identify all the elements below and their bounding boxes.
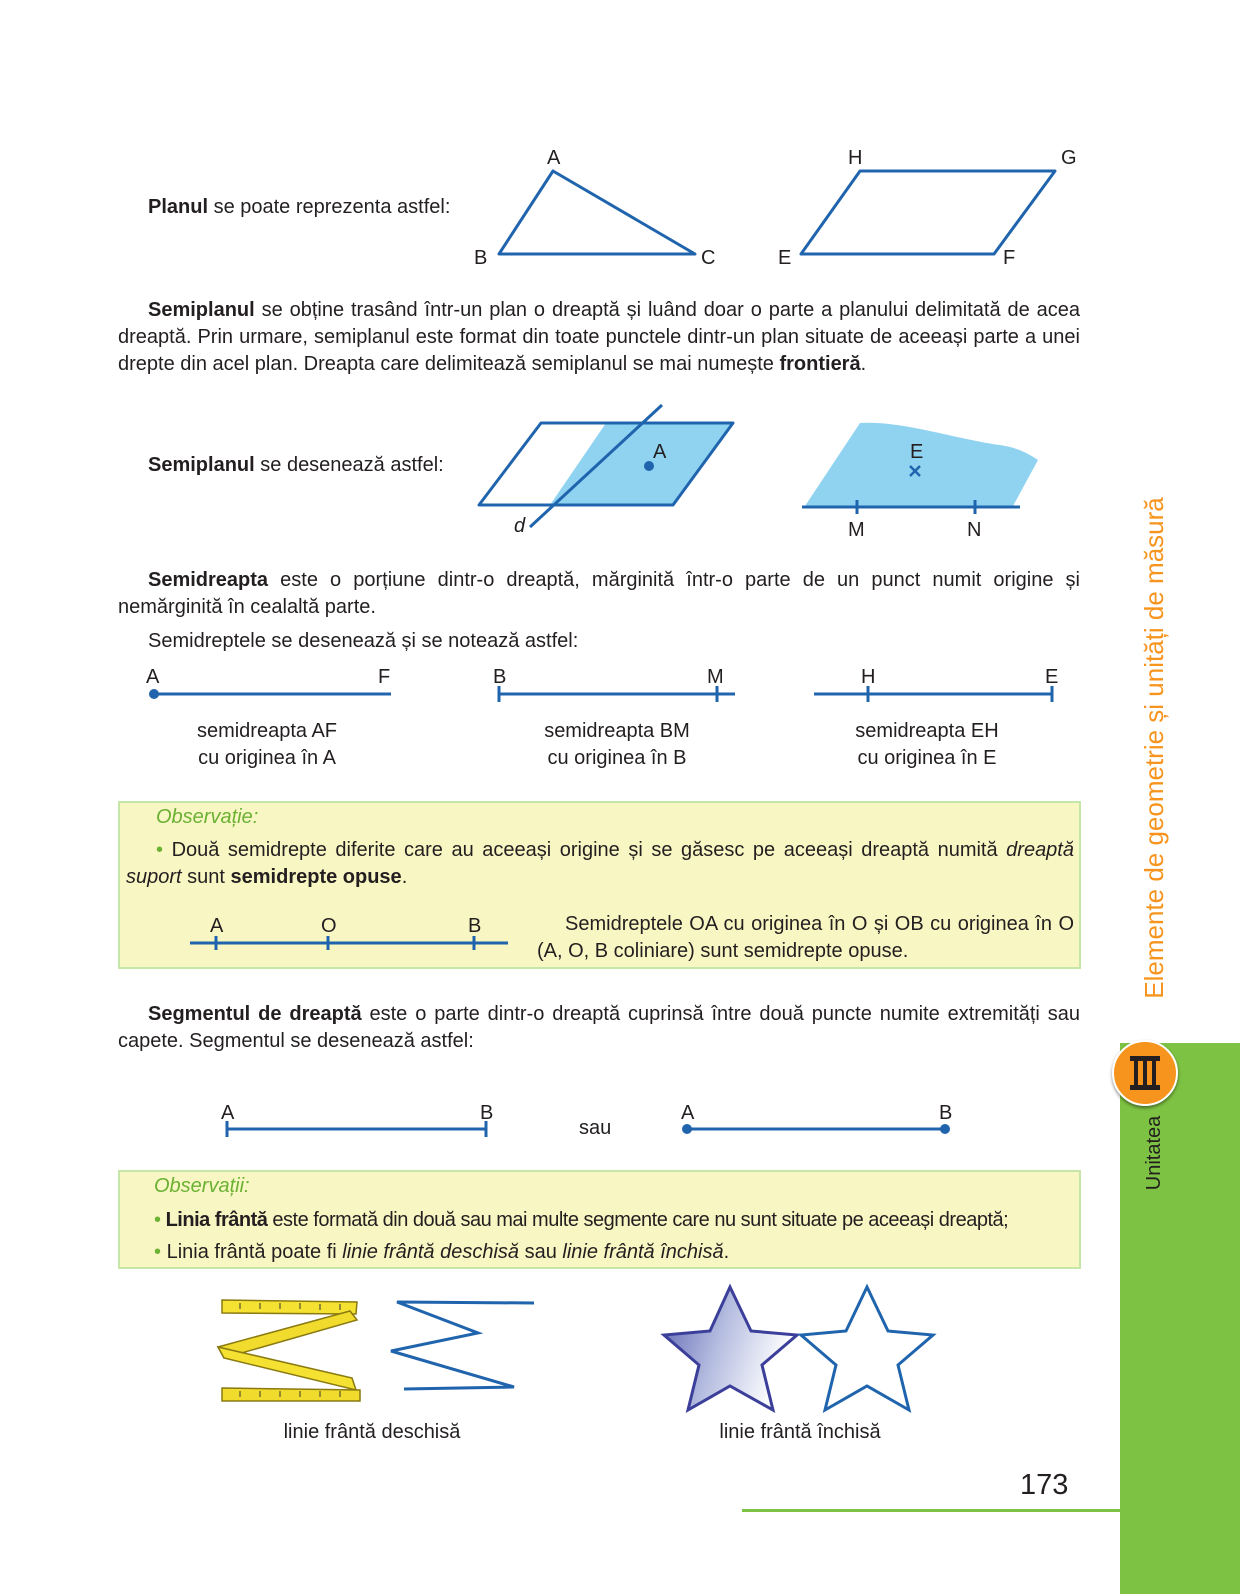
chapter-title: Elemente de geometrie și unități de măsură	[1139, 497, 1169, 999]
obs-t4: semidrepte opuse	[230, 866, 402, 888]
obs-t3: sunt	[181, 866, 231, 888]
opp-label-a: A	[210, 915, 224, 937]
label-h: H	[848, 147, 863, 169]
observation-title: Observație:	[156, 806, 259, 828]
ray3-caption-line2: cu originea în E	[857, 747, 997, 769]
ray2-caption-line1: semidreapta BM	[544, 720, 690, 742]
ray2-caption-line2: cu originea în B	[547, 747, 687, 769]
semiplanul-draw-term: Semiplanul	[148, 454, 255, 476]
seg1-label-b: B	[480, 1102, 494, 1124]
bullet-icon: •	[154, 1209, 161, 1231]
seg2-label-b: B	[939, 1102, 953, 1124]
folding-ruler-image	[218, 1300, 360, 1401]
ray1-caption-line2: cu originea în A	[198, 747, 336, 769]
ray3-label-e: E	[1045, 666, 1059, 688]
star-outline-icon	[801, 1287, 933, 1410]
semidreapta-term: Semidreapta	[148, 569, 269, 591]
semiplanul-draw-rest: se desenează astfel:	[254, 454, 444, 476]
caption-closed-polyline: linie frântă închisă	[719, 1421, 881, 1443]
label-b: B	[474, 247, 488, 269]
obs-b2-c: .	[723, 1241, 730, 1263]
label-n: N	[967, 519, 982, 541]
unit-word: Unitatea	[1143, 1115, 1165, 1191]
planul-term: Planul	[148, 196, 209, 218]
semiplanul-text: se obține trasând într-un plan o dreaptă și luând doar o parte a planului delimitată de acea dreaptă. Prin urmare, semiplanul este format din toate punctele dintr-un plan situate de aceeași parte a unei drepte din acel plan. Dreapta care delimitează semiplanul se mai numește	[118, 299, 1080, 375]
obs-t5: .	[401, 866, 408, 888]
page-number: 173	[1020, 1469, 1069, 1501]
unit-word-container	[1134, 1108, 1174, 1198]
label-a: A	[547, 147, 561, 169]
ray2-label-m: M	[707, 666, 724, 688]
seg1-label-a: A	[221, 1102, 235, 1124]
obs-t2: dreaptă suport	[126, 839, 1074, 888]
label-g: G	[1061, 147, 1077, 169]
roman-numeral-three-icon	[1112, 1040, 1178, 1106]
semiplanul-end: .	[860, 353, 867, 375]
caption-open-polyline: linie frântă deschisă	[283, 1421, 461, 1443]
label-point-a: A	[653, 441, 667, 463]
linia-franta-term: Linia frântă	[165, 1209, 268, 1231]
label-line-d: d	[514, 515, 526, 537]
label-point-e: E	[910, 441, 924, 463]
label-c: C	[701, 247, 716, 269]
label-f: F	[1003, 247, 1016, 269]
star-gradient-icon	[664, 1287, 797, 1410]
opposite-rays-explanation: Semidreptele OA cu originea în O și OB cu originea în O (A, O, B coliniare) sunt semidrepte opuse.	[537, 913, 1074, 962]
open-polyline	[391, 1302, 534, 1389]
obs-b2-b: sau	[519, 1241, 563, 1263]
semidrepte-intro: Semidreptele se desenează și se notează astfel:	[148, 630, 579, 652]
obs-b1-rest: este formată din două sau mai multe segmente care nu sunt situate pe aceeași dreaptă;	[267, 1209, 1009, 1231]
opp-label-o: O	[321, 915, 337, 937]
ray1-label-f: F	[378, 666, 391, 688]
obs-b2-i2: linie frântă închisă	[562, 1241, 724, 1263]
planul-rest: se poate reprezenta astfel:	[208, 196, 451, 218]
numeral-stem-1	[1134, 1061, 1138, 1085]
segment-text: este o parte dintr-o dreaptă cuprinsă între două puncte numite extremități sau capete. Segmentul se desenează astfel:	[118, 1003, 1081, 1052]
bullet-icon: •	[156, 839, 164, 861]
seg2-label-a: A	[681, 1102, 695, 1124]
observations-title: Observații:	[154, 1175, 250, 1197]
numeral-stem-2	[1143, 1061, 1147, 1085]
ray3-caption-line1: semidreapta EH	[855, 720, 999, 742]
footer-rule	[742, 1509, 1122, 1512]
numeral-stem-3	[1152, 1061, 1156, 1085]
chapter-title-container	[1134, 468, 1174, 1028]
obs-t1: Două semidrepte diferite care au aceeași origine și se găsesc pe aceeași dreaptă numită	[163, 839, 1007, 861]
opp-label-b: B	[468, 915, 482, 937]
semiplanul-term: Semiplanul	[148, 299, 255, 321]
bullet-icon: •	[154, 1241, 162, 1263]
frontiera-term: frontieră	[779, 353, 861, 375]
label-e: E	[778, 247, 792, 269]
ray2-label-b: B	[493, 666, 507, 688]
obs-b2-a: Linia frântă poate fi	[166, 1241, 343, 1263]
label-m: M	[848, 519, 865, 541]
ray3-label-h: H	[861, 666, 876, 688]
segment-term: Segmentul de dreaptă	[148, 1003, 362, 1025]
ray1-label-a: A	[146, 666, 160, 688]
numeral-bar-bottom	[1130, 1085, 1160, 1090]
ray1-caption-line1: semidreapta AF	[196, 720, 338, 742]
obs-b2-i1: linie frântă deschisă	[342, 1241, 520, 1263]
sau-text: sau	[579, 1117, 612, 1139]
semidreapta-text: este o porțiune dintr-o dreaptă, mărginită într-o parte de un punct numit origine și nemărginită în cealaltă parte.	[118, 569, 1080, 618]
